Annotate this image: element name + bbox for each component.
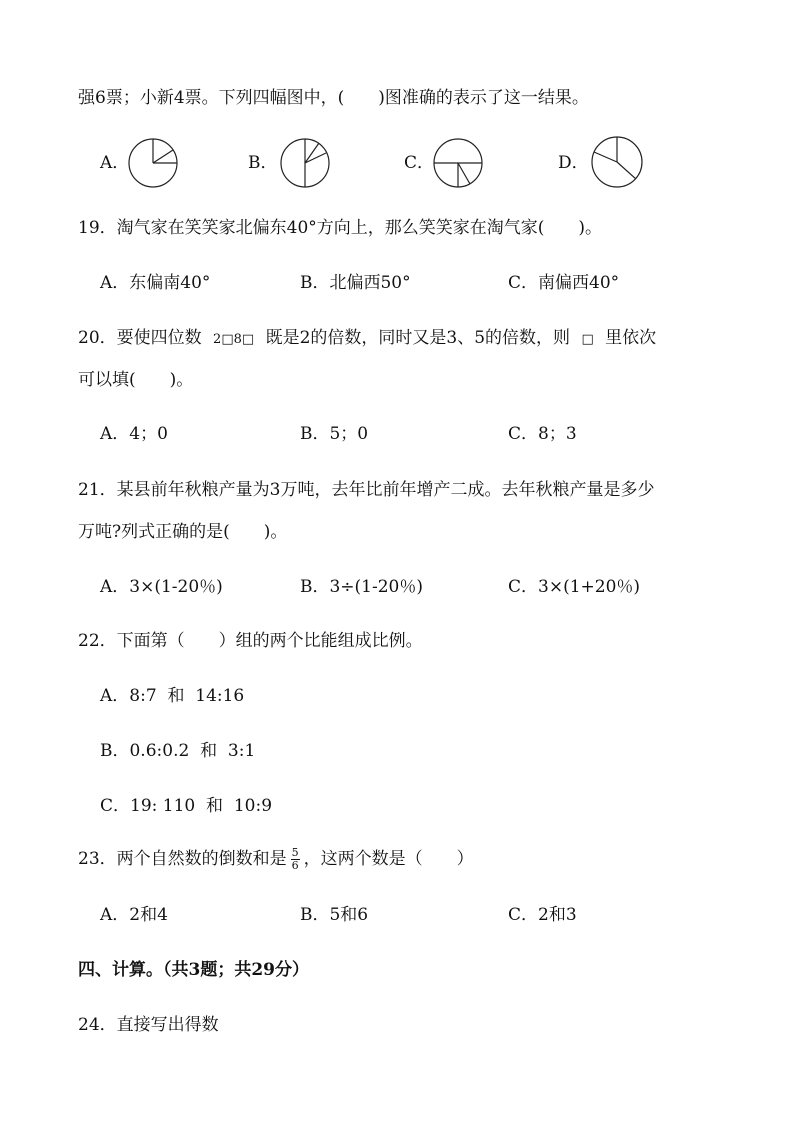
- q22-option-c[interactable]: C．19: 110 和 10:9: [100, 796, 273, 816]
- q20-option-a[interactable]: A．4；0: [100, 424, 168, 444]
- pie-option-a-icon[interactable]: [127, 137, 179, 189]
- q18-option-b-label[interactable]: B．: [248, 153, 278, 173]
- fraction-five-sixths: $\frac{5}{6}$: [291, 846, 299, 872]
- q23-option-a[interactable]: A．2和4: [100, 905, 168, 925]
- pie-option-d-icon[interactable]: [590, 135, 644, 189]
- q20-option-b[interactable]: B．5；0: [300, 424, 369, 444]
- q22-stem: 22．下面第（ ）组的两个比能组成比例。: [78, 631, 423, 651]
- q23-option-b[interactable]: B．5和6: [300, 905, 369, 925]
- empty-box-icon: □: [581, 332, 594, 347]
- q22-option-b[interactable]: B．0.6:0.2 和 3:1: [100, 741, 256, 761]
- q19-option-c[interactable]: C．南偏西40°: [508, 273, 620, 293]
- q18-option-a-label[interactable]: A．: [100, 153, 130, 173]
- q20-option-c[interactable]: C．8；3: [508, 424, 577, 444]
- q20-stem: [78, 326, 656, 352]
- q18-stem: 强6票；小新4票。下列四幅图中，( )图准确的表示了这一结果。: [78, 88, 589, 108]
- pie-option-b-icon[interactable]: [279, 137, 331, 189]
- q20-stem-part-b: 既是2的倍数，同时又是3、5的倍数，则: [265, 328, 571, 348]
- q19-option-b[interactable]: B．北偏西50°: [300, 273, 411, 293]
- section-heading-calculation: 四、计算。（共3题；共29分）: [78, 960, 309, 980]
- q21-option-a[interactable]: A．3×(1-20％): [100, 577, 223, 597]
- q24-stem: 24．直接写出得数: [78, 1015, 219, 1035]
- q23-stem: [78, 847, 474, 872]
- q20-stem-part-a: 20．要使四位数: [78, 328, 202, 348]
- q21-option-c[interactable]: C．3×(1+20％): [508, 577, 641, 597]
- q18-option-c-label[interactable]: C．: [404, 153, 435, 173]
- q18-option-d-label[interactable]: D．: [558, 153, 589, 173]
- pie-option-c-icon[interactable]: [432, 137, 484, 189]
- q23-stem-part-a: 23．两个自然数的倒数和是: [78, 849, 287, 869]
- q20-stem-line2: 可以填( )。: [78, 370, 194, 390]
- q23-stem-part-b: ，这两个数是（ ）: [303, 849, 474, 869]
- q20-stem-part-c: 里依次: [605, 328, 657, 348]
- q21-option-b[interactable]: B．3÷(1-20％): [300, 577, 424, 597]
- q19-option-a[interactable]: A．东偏南40°: [100, 273, 211, 293]
- q21-stem-line1: 21．某县前年秋粮产量为3万吨，去年比前年增产二成。去年秋粮产量是多少: [78, 480, 655, 500]
- q22-option-a[interactable]: A．8:7 和 14:16: [100, 686, 245, 706]
- four-digit-number: 2□8□: [213, 332, 255, 347]
- q19-stem: 19．淘气家在笑笑家北偏东40°方向上，那么笑笑家在淘气家( )。: [78, 218, 603, 238]
- q23-option-c[interactable]: C．2和3: [508, 905, 577, 925]
- q21-stem-line2: 万吨?列式正确的是( )。: [78, 522, 288, 542]
